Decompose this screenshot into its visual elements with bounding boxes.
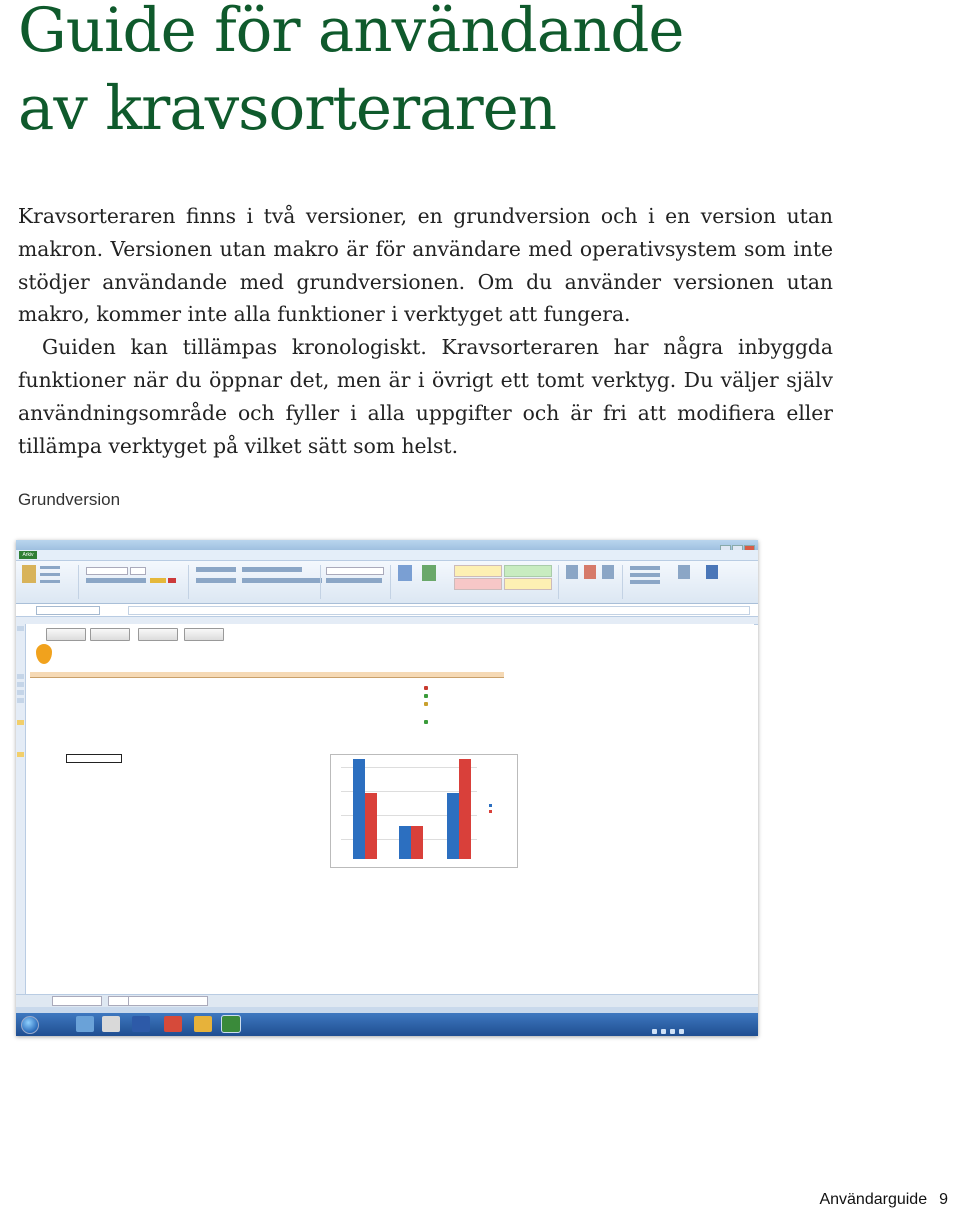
paragraph-2: Guiden kan tillämpas kronologiskt. Kravsorteraren har några inbyggda funktioner när du öppnar det, men är i övrigt ett tomt verktyg. Du väljer själv användningsområde och fyller i alla uppgifter och är fri att modifiera eller tillämpa verktyget på vilket sätt som helst. [18,335,833,458]
chart-bar [365,793,377,859]
worksheet [26,624,754,994]
name-box [36,606,100,615]
paragraph-1: Kravsorteraren finns i två versioner, en grundversion och i en version utan makron. Versionen utan makro är för användare med operativsystem som inte stödjer användande med grundversionen. Om du använder versionen utan makro, kommer inte alla funktioner i verktyget att fungera. [18,204,833,327]
formula-input [128,606,750,615]
row-headers [16,624,26,994]
explorer-icon [76,1016,94,1032]
sheet-tabs [16,994,758,1007]
spreadsheet-screenshot [16,540,758,1036]
sheet-tab [52,996,102,1006]
body-text [18,200,833,462]
file-tab: Arkiv [19,551,37,559]
media-icon [102,1016,120,1032]
chart-bar [411,826,423,859]
ribbon [16,561,758,604]
selected-cell [66,754,122,763]
folder-icon [194,1016,212,1032]
window-titlebar [16,540,758,550]
page-title [18,0,684,148]
start-icon [21,1016,39,1034]
quick-access-toolbar [20,542,70,548]
excel-icon [222,1016,240,1032]
table-header-row [30,672,504,678]
sheet-tab [128,996,208,1006]
chart-bar [353,759,365,859]
page-number: 9 [939,1191,948,1208]
sheet-button-3 [138,628,178,641]
logo-icon [36,644,52,664]
chart-bar [459,759,471,859]
sheet-button-2 [90,628,130,641]
chart-bar [447,793,459,859]
browser-icon [164,1016,182,1032]
title-line-1: Guide för användande [18,0,684,66]
formula-bar [16,604,758,617]
title-line-2: av kravsorteraren [18,73,557,144]
chart-legend [489,803,494,815]
sheet-button-4 [184,628,224,641]
figure-caption: Grundversion [18,490,121,509]
bar-chart [330,754,518,868]
chart-bar [399,826,411,859]
ribbon-tabs [16,550,758,561]
system-tray-icons [652,1021,688,1036]
footer-label: Användarguide [819,1191,928,1208]
sheet-button-1 [46,628,86,641]
taskbar [16,1013,758,1036]
page-footer [819,1191,948,1209]
word-icon [132,1016,150,1032]
window-controls [719,541,755,549]
